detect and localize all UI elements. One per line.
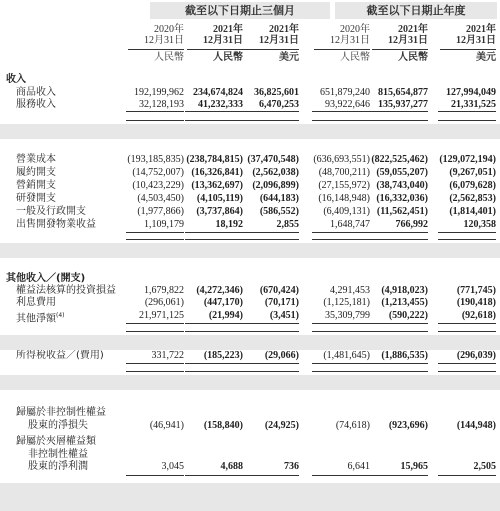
column-rule [438,323,496,324]
row-label [16,193,56,205]
column-rule [312,363,370,364]
row-label [16,219,96,231]
cell-value: (10,423,229) [132,180,184,191]
column-rule [312,371,370,372]
cell-value: (92,618) [461,310,496,321]
column-rule [438,371,496,372]
row-label-text: 其他收入／(開支) [6,273,86,284]
cell-value: (59,055,207) [376,167,428,178]
table-row [0,167,500,179]
cell-value: (9,267,051) [449,167,496,178]
column-rule [312,232,370,233]
column-rule [370,475,428,476]
column-rule [126,371,184,372]
row-label [16,407,106,419]
column-currency: 人民幣 [187,49,243,63]
cell-value: 1,648,747 [330,219,370,230]
row-label-text: 所得稅收益／(費用) [16,350,104,361]
cell-value: (1,213,455) [381,297,428,308]
row-shade [0,375,500,390]
cell-value: (144,948) [456,420,496,431]
cell-value: (4,503,450) [137,193,184,204]
column-rule [126,331,184,332]
cell-value: (6,409,131) [323,206,370,217]
row-label [6,273,85,285]
column-rule [126,239,184,240]
row-label-text: 歸屬於夾層權益類 [16,436,96,447]
column-rule [438,331,496,332]
column-year: 2021年 [213,24,243,35]
row-label-text: 權益法核算的投資損益 [16,285,116,296]
column-rule [241,371,299,372]
cell-value: 331,722 [151,350,184,361]
column-date: 12月31日 [144,35,184,46]
table-row [0,206,500,218]
column-rule [126,363,184,364]
cell-value: 41,232,333 [198,99,243,110]
column-rule [185,323,243,324]
table-row [0,436,500,448]
column-rule [126,475,184,476]
cell-value: (4,918,023) [381,285,428,296]
column-rule [126,111,184,112]
column-header-1 [128,24,184,63]
header-band-three-months: 截至以下日期止三個月 [150,2,330,19]
row-label-text: 股東的淨利潤 [28,461,88,472]
column-rule [241,239,299,240]
cell-value: (296,061) [144,297,184,308]
cell-value: 651,879,240 [320,87,370,98]
cell-value: 2,505 [473,461,496,472]
row-shade [0,243,500,258]
cell-value: 135,937,277 [378,99,428,110]
cell-value: (447,170) [203,297,243,308]
column-year: 2021年 [269,24,299,35]
table-row [0,297,500,309]
column-rule [438,232,496,233]
cell-value: (13,362,697) [191,180,243,191]
cell-value: (238,784,815) [186,154,243,165]
table-row [0,449,500,461]
cell-value: 32,128,193 [139,99,184,110]
cell-value: (6,079,628) [449,180,496,191]
row-shade [0,335,500,350]
row-label [16,350,104,362]
column-header-6 [440,24,496,63]
column-header-5 [372,24,428,63]
row-label [16,297,56,309]
cell-value: (2,562,853) [449,193,496,204]
column-rule [241,363,299,364]
column-rule [438,475,496,476]
cell-value: (4,105,119) [196,193,243,204]
cell-value: (158,840) [203,420,243,431]
cell-value: 192,199,962 [134,87,184,98]
column-date: 12月31日 [456,35,496,46]
column-rule [185,111,243,112]
cell-value: (1,814,401) [449,206,496,217]
row-label [16,206,86,218]
cell-value: (1,125,181) [323,297,370,308]
table-row [0,74,500,86]
column-rule [312,331,370,332]
cell-value: (296,039) [456,350,496,361]
cell-value: (37,470,548) [247,154,299,165]
cell-value: (1,977,866) [137,206,184,217]
cell-value: (2,562,038) [252,167,299,178]
cell-value: 234,674,824 [193,87,243,98]
row-label-text: 收入 [6,74,26,85]
header-band-year: 截至以下日期止年度 [335,2,497,19]
column-rule [438,120,496,121]
cell-value: 21,971,125 [139,310,184,321]
cell-value: 1,679,822 [144,285,184,296]
column-rule [312,323,370,324]
column-year: 2020年 [340,24,370,35]
cell-value: (48,700,211) [318,167,370,178]
table-row [0,420,500,432]
column-rule [185,475,243,476]
cell-value: (74,618) [335,420,370,431]
column-rule [185,232,243,233]
cell-value: 4,688 [220,461,243,472]
cell-value: 736 [284,461,299,472]
column-header-3 [243,24,299,63]
column-year: 2020年 [154,24,184,35]
row-label [28,420,88,432]
cell-value: (771,745) [456,285,496,296]
row-label-text: 股東的淨損失 [28,420,88,431]
column-rule [241,232,299,233]
column-currency: 人民幣 [314,49,370,63]
row-label [6,74,26,86]
column-date: 12月31日 [259,35,299,46]
cell-value: (38,743,040) [376,180,428,191]
footnote-marker: (4) [56,312,65,319]
row-shade [0,124,500,139]
table-row [0,154,500,166]
cell-value: 6,470,253 [259,99,299,110]
cell-value: 1,109,179 [144,219,184,230]
column-year: 2021年 [398,24,428,35]
cell-value: (1,481,645) [323,350,370,361]
column-rule [185,363,243,364]
table-row [0,350,500,362]
cell-value: (4,272,346) [196,285,243,296]
cell-value: 35,309,799 [325,310,370,321]
row-label-text: 其他淨額 [16,313,56,325]
cell-value: 766,992 [395,219,428,230]
cell-value: (16,326,841) [191,167,243,178]
column-rule [241,111,299,112]
cell-value: (21,994) [208,310,243,321]
column-rule [370,111,428,112]
row-label [16,99,56,111]
column-rule [312,239,370,240]
cell-value: (190,418) [456,297,496,308]
column-rule [370,371,428,372]
table-row [0,99,500,111]
cell-value: (636,693,551) [313,154,370,165]
cell-value: (185,223) [203,350,243,361]
cell-value: (923,696) [388,420,428,431]
column-currency: 美元 [440,49,496,63]
cell-value: (46,941) [149,420,184,431]
row-label [28,461,88,473]
cell-value: (2,096,899) [252,180,299,191]
column-rule [438,363,496,364]
row-label-text: 一般及行政開支 [16,206,86,217]
table-row [0,285,500,297]
table-row [0,273,500,285]
row-label-text: 歸屬於非控制性權益 [16,407,106,418]
row-label [16,87,56,99]
cell-value: (70,171) [264,297,299,308]
column-currency: 美元 [243,49,299,63]
cell-value: (24,925) [264,420,299,431]
column-rule [126,323,184,324]
cell-value: 21,331,525 [451,99,496,110]
cell-value: (29,066) [264,350,299,361]
cell-value: (3,451) [269,310,299,321]
column-header-2 [187,24,243,63]
column-rule [185,120,243,121]
table-row [0,87,500,99]
row-label-text: 出售開發物業收益 [16,219,96,230]
column-rule [370,323,428,324]
column-rule [126,232,184,233]
column-date: 12月31日 [330,35,370,46]
row-label-text: 營業成本 [16,154,56,165]
column-rule [241,323,299,324]
column-rule [312,120,370,121]
cell-value: (670,424) [259,285,299,296]
table-row [0,461,500,473]
row-label-text: 服務收入 [16,99,56,110]
column-currency: 人民幣 [128,49,184,63]
cell-value: (193,185,835) [127,154,184,165]
column-rule [370,120,428,121]
cell-value: 18,192 [215,219,243,230]
column-rule [241,331,299,332]
cell-value: (11,562,451) [376,206,428,217]
column-rule [438,239,496,240]
table-row [0,219,500,231]
cell-value: 6,641 [347,461,370,472]
table-row [0,407,500,419]
column-date: 12月31日 [203,35,243,46]
cell-value: (3,737,864) [196,206,243,217]
cell-value: (822,525,462) [371,154,428,165]
column-date: 12月31日 [388,35,428,46]
column-header-4 [314,24,370,63]
column-rule [241,120,299,121]
cell-value: 15,965 [400,461,428,472]
column-rule [126,120,184,121]
column-rule [370,239,428,240]
cell-value: 36,825,601 [254,87,299,98]
column-rule [185,239,243,240]
row-label-text: 利息費用 [16,297,56,308]
cell-value: 93,922,646 [325,99,370,110]
cell-value: 815,654,877 [378,87,428,98]
row-label-text: 非控制性權益 [28,449,88,460]
table-row [0,193,500,205]
cell-value: 127,994,049 [446,87,496,98]
cell-value: (586,552) [259,206,299,217]
row-label [16,285,116,297]
column-year: 2021年 [466,24,496,35]
column-rule [312,475,370,476]
table-row [0,310,500,325]
column-rule [185,331,243,332]
cell-value: (16,148,948) [318,193,370,204]
column-rule [438,111,496,112]
column-currency: 人民幣 [372,49,428,63]
column-rule [370,363,428,364]
row-label [16,154,56,166]
cell-value: (1,886,535) [381,350,428,361]
cell-value: 2,855 [276,219,299,230]
row-label-text: 營銷開支 [16,180,56,191]
row-label-text: 商品收入 [16,87,56,98]
cell-value: (590,222) [388,310,428,321]
cell-value: 120,358 [463,219,496,230]
table-row [0,180,500,192]
row-shade [0,496,500,511]
column-rule [241,475,299,476]
row-label-text: 研發開支 [16,193,56,204]
cell-value: (16,332,036) [376,193,428,204]
cell-value: 3,045 [161,461,184,472]
row-label [16,180,56,192]
cell-value: (27,155,972) [318,180,370,191]
row-label [28,449,88,461]
row-label [16,436,96,448]
row-label [16,310,65,325]
column-rule [185,371,243,372]
cell-value: (644,183) [259,193,299,204]
row-label-text: 履約開支 [16,167,56,178]
column-rule [370,331,428,332]
cell-value: (14,752,007) [132,167,184,178]
column-rule [312,111,370,112]
row-label [16,167,56,179]
column-rule [370,232,428,233]
cell-value: (129,072,194) [439,154,496,165]
cell-value: 4,291,453 [330,285,370,296]
